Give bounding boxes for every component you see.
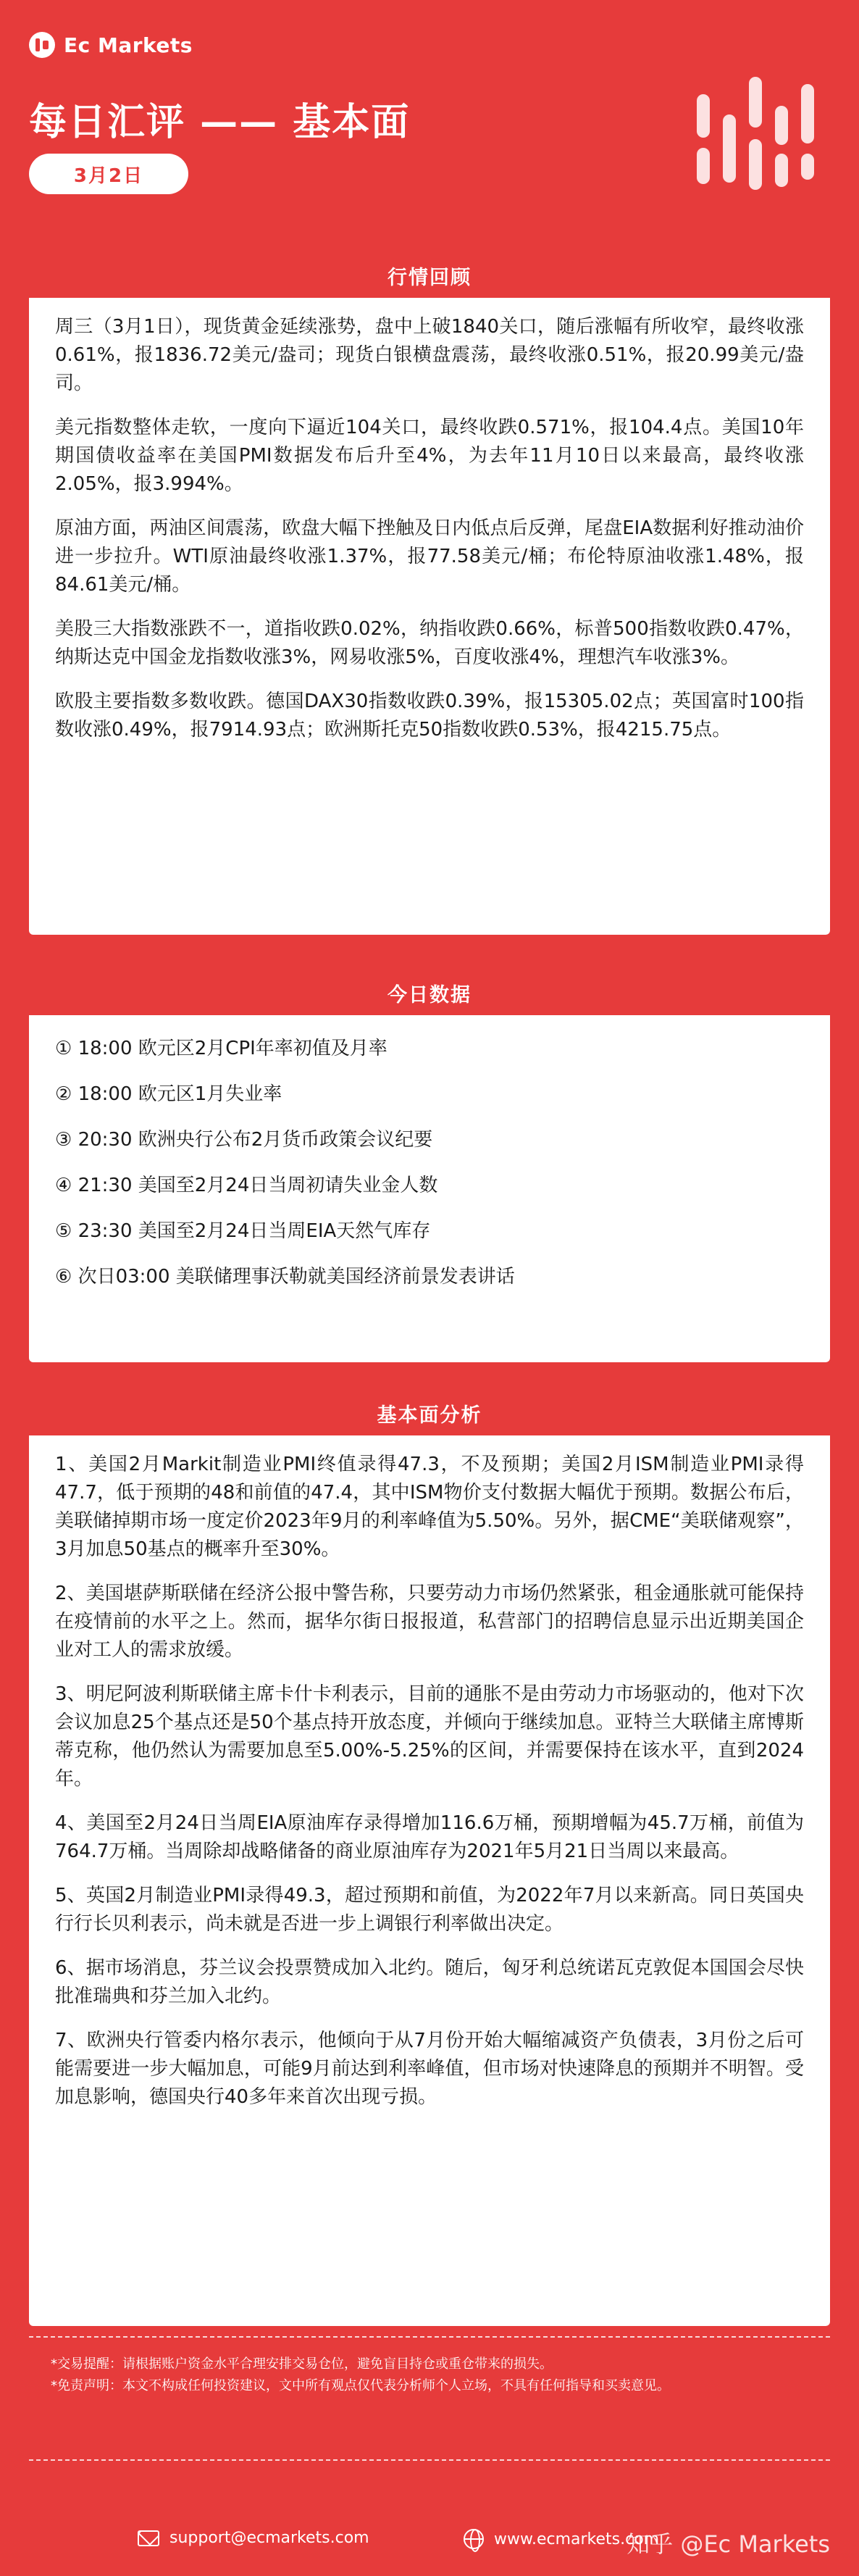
data-list-item: ③ 20:30 欧洲央行公布2月货币政策会议纪要 [55, 1129, 433, 1151]
fundamental-section [29, 1391, 830, 2326]
today-data-heading-text: 今日数据 [387, 984, 472, 1006]
trading-reminder: *交易提醒：请根据账户资金水平合理安排交易仓位，避免盲目持仓或重仓带来的损失。 [51, 2356, 553, 2372]
market-review-paragraph: 原油方面，两油区间震荡，欧盘大幅下挫触及日内低点后反弹，尾盘EIA数据利好推动油价进一步拉升。WTI原油最终收涨1.37%，报77.58美元/桶；布伦特原油收涨1.48%，报84.61美元/桶。 [55, 517, 804, 596]
page-footer [0, 2514, 859, 2565]
data-list-item: ⑥ 次日03:00 美联储理事沃勒就美国经济前景发表讲话 [55, 1266, 515, 1288]
today-data-heading [29, 971, 830, 1017]
watermark: 知乎 @Ec Markets [627, 2530, 830, 2558]
disclaimer-text: *免责声明：本文不构成任何投资建议，文中所有观点仅代表分析师个人立场，不具有任何指导和买卖意见。 [51, 2378, 670, 2393]
fundamental-paragraph: 2、美国堪萨斯联储在经济公报中警告称，只要劳动力市场仍然紧张，租金通胀就可能保持在疫情前的水平之上。然而，据华尔街日报报道，私营部门的招聘信息显示出近期美国企业对工人的需求放缓。 [55, 1583, 804, 1661]
logo-text: Ec Markets [64, 33, 193, 57]
market-review-heading-text: 行情回顾 [387, 267, 472, 289]
market-review-section [29, 254, 830, 935]
footer-email-text[interactable]: support@ecmarkets.com [169, 2529, 369, 2547]
fundamental-heading-text: 基本面分析 [377, 1404, 482, 1427]
market-review-paragraph: 周三（3月1日），现货黄金延续涨势，盘中上破1840关口，随后涨幅有所收窄，最终收涨0.61%，报1836.72美元/盎司；现货白银横盘震荡，最终收涨0.51%，报20.99美元/盎司。 [55, 316, 804, 394]
footer-email[interactable] [138, 2529, 369, 2547]
date-badge: 3月2日 [29, 154, 188, 194]
fundamental-paragraph: 1、美国2月Markit制造业PMI终值录得47.3，不及预期；美国2月ISM制造业PMI录得47.7，低于预期的48和前值的47.4，其中ISM物价支付数据大幅优于预期。数据公布后，美联储掉期市场一度定价2023年9月的利率峰值为5.50%。另外，据CME“美联储观察”，3月加息50基点的概率升至30%。 [55, 1454, 804, 1560]
market-review-paragraph: 美股三大指数涨跌不一，道指收跌0.02%，纳指收跌0.66%，标普500指数收跌0.47%，纳斯达克中国金龙指数收涨3%，网易收涨5%，百度收涨4%，理想汽车收涨3%。 [55, 618, 804, 668]
fundamental-paragraph: 4、美国至2月24日当周EIA原油库存录得增加116.6万桶，预期增幅为45.7万桶，前值为764.7万桶。当周除却战略储备的商业原油库存为2021年5月21日当周以来最高。 [55, 1812, 804, 1862]
page-header [0, 0, 859, 239]
fundamental-paragraph: 6、据市场消息，芬兰议会投票赞成加入北约。随后，匈牙利总统诺瓦克敦促本国国会尽快批准瑞典和芬兰加入北约。 [55, 1957, 804, 2007]
market-review-paragraph: 美元指数整体走软，一度向下逼近104关口，最终收跌0.571%，报104.4点。美国10年期国债收益率在美国PMI数据发布后升至4%，为去年11月10日以来最高，最终收涨2.05%，报3.994%。 [55, 417, 804, 495]
data-list-item: ⑤ 23:30 美国至2月24日当周EIA天然气库存 [55, 1220, 431, 1242]
fundamental-paragraph: 7、欧洲央行管委内格尔表示，他倾向于从7月份开始大幅缩减资产负债表，3月份之后可能需要进一步大幅加息，可能9月前达到利率峰值，但市场对快速降息的预期并不明智。受加息影响，德国央行40多年来首次出现亏损。 [55, 2030, 804, 2108]
today-data-list [55, 1035, 804, 1309]
market-review-heading [29, 254, 830, 300]
mail-icon [138, 2530, 159, 2546]
disclaimer-notes [29, 2336, 830, 2461]
fundamental-paragraph: 5、英国2月制造业PMI录得49.3，超过预期和前值，为2022年7月以来新高。同日英国央行行长贝利表示，尚未就是否进一步上调银行利率做出决定。 [55, 1885, 804, 1935]
globe-icon [464, 2529, 484, 2549]
fundamental-paragraph: 3、明尼阿波利斯联储主席卡什卡利表示，目前的通胀不是由劳动力市场驱动的，他对下次会议加息25个基点还是50个基点持开放态度，并倾向于继续加息。亚特兰大联储主席博斯蒂克称，他仍然认为需要加息至5.00%-5.25%的区间，并需要保持在该水平，直到2024年。 [55, 1683, 804, 1790]
page-title: 每日汇评 —— 基本面 [29, 101, 411, 144]
market-review-body [55, 313, 804, 760]
footer-website-text[interactable]: www.ecmarkets.com [494, 2530, 660, 2548]
data-list-item: ① 18:00 欧元区2月CPI年率初值及月率 [55, 1038, 387, 1059]
data-list-item: ② 18:00 欧元区1月失业率 [55, 1083, 282, 1105]
fundamental-heading [29, 1391, 830, 1438]
fundamental-body [55, 1451, 804, 2127]
decorative-bars [695, 72, 840, 196]
today-data-section [29, 971, 830, 1362]
logo-icon [29, 32, 55, 58]
brand-logo [29, 32, 193, 58]
market-review-paragraph: 欧股主要指数多数收跌。德国DAX30指数收跌0.39%，报15305.02点；英国富时100指数收涨0.49%，报7914.93点；欧洲斯托克50指数收跌0.53%，报4215.75点。 [55, 691, 804, 741]
data-list-item: ④ 21:30 美国至2月24日当周初请失业金人数 [55, 1175, 438, 1196]
